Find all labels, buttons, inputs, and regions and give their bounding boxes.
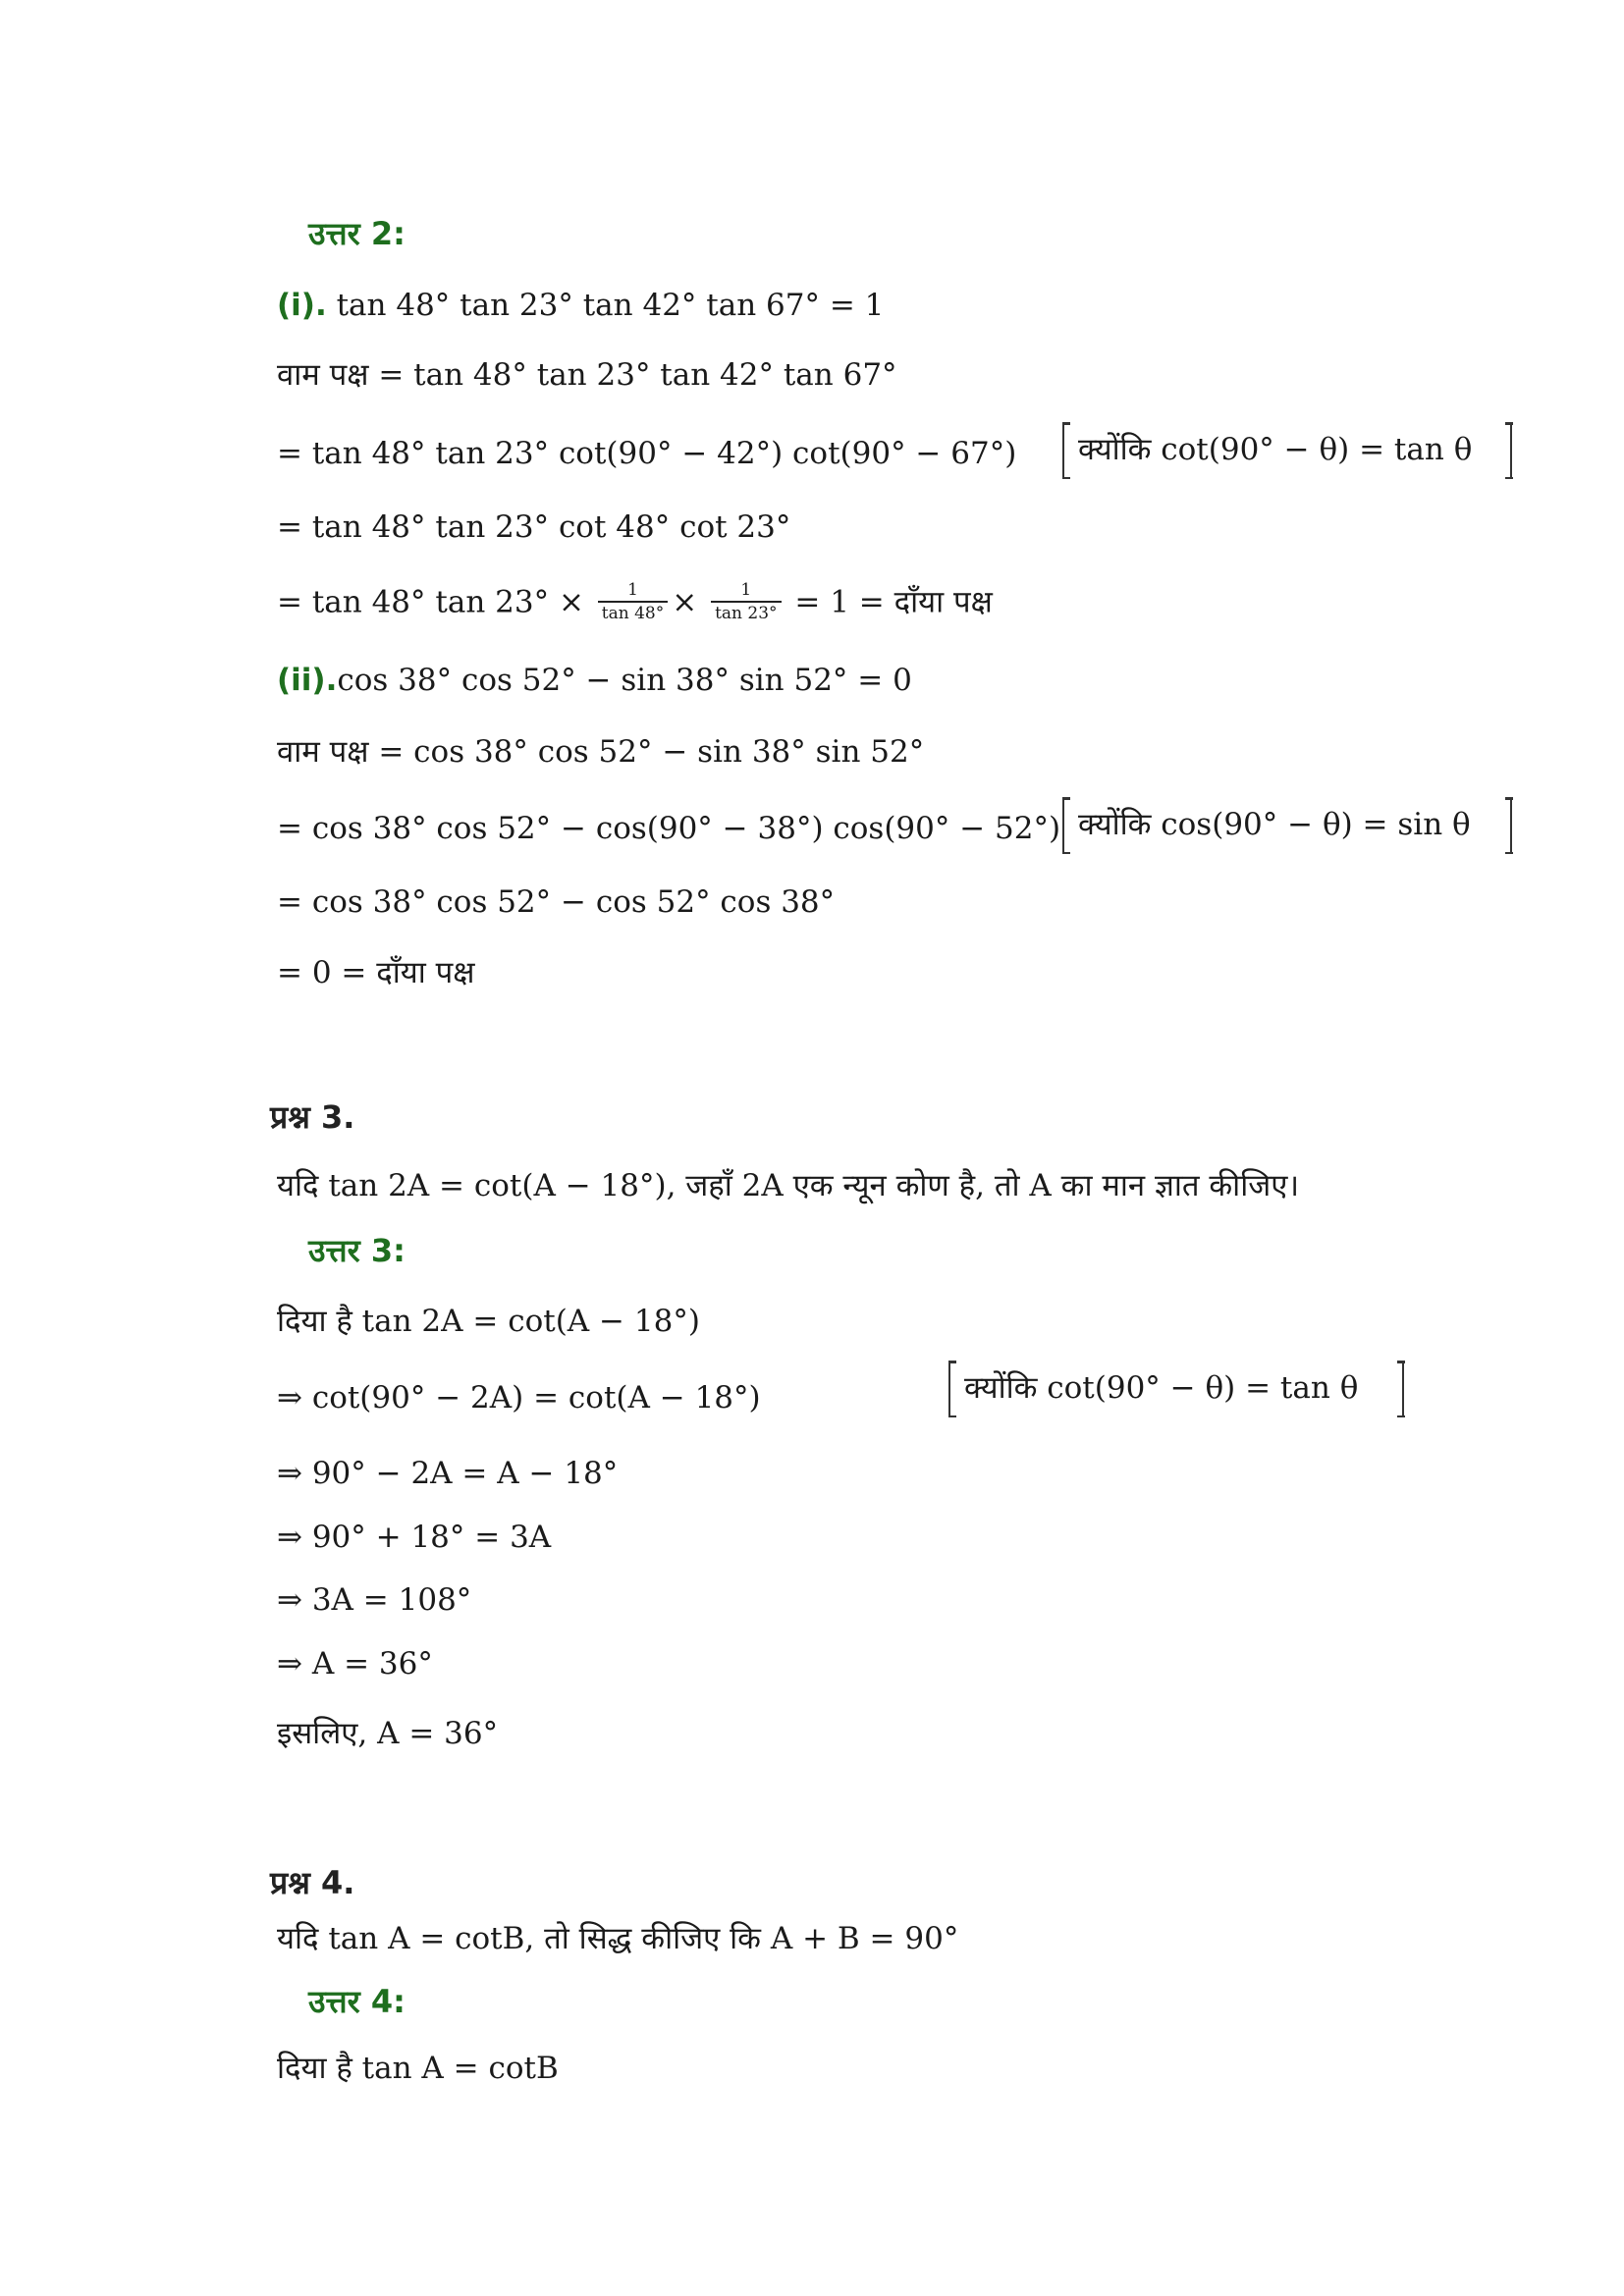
- fraction-suffix: = 1 = दाँया पक्ष: [794, 584, 993, 620]
- reason-bracket: [1062, 797, 1512, 854]
- step-line: ⇒ 90° + 18° = 3A: [277, 1520, 552, 1555]
- step-line: ⇒ cot(90° − 2A) = cot(A − 18°): [277, 1380, 761, 1415]
- question-3-text: यदि tan 2A = cot(A − 18°), जहाँ 2A एक न्यून कोण है, तो A का मान ज्ञात कीजिए।: [277, 1168, 1300, 1203]
- step-line: दिया है tan 2A = cot(A − 18°): [277, 1304, 700, 1339]
- reason-text: क्योंकि cos(90° − θ) = sin θ: [1078, 807, 1471, 842]
- step-line: = tan 48° tan 23° cot 48° cot 23°: [277, 509, 791, 545]
- part-i-statement: [277, 286, 884, 325]
- question-4-heading: प्रश्न 4.: [270, 1864, 355, 1901]
- part-i-equation: tan 48° tan 23° tan 42° tan 67° = 1: [326, 288, 885, 323]
- answer-3-heading: उत्तर 3:: [308, 1232, 406, 1269]
- step-line: = tan 48° tan 23° cot(90° − 42°) cot(90° − 67°): [277, 436, 1017, 471]
- step-line: वाम पक्ष = tan 48° tan 23° tan 42° tan 67°: [277, 357, 897, 393]
- step-line: वाम पक्ष = cos 38° cos 52° − sin 38° sin 52°: [277, 734, 925, 770]
- part-ii-label: (ii).: [277, 663, 338, 698]
- fraction-1: $\frac{1}{\tan 48^\circ}$: [598, 579, 668, 624]
- step-line: = cos 38° cos 52° − cos 52° cos 38°: [277, 884, 836, 920]
- part-ii-equation: cos 38° cos 52° − sin 38° sin 52° = 0: [337, 663, 912, 698]
- fraction-step: [277, 581, 993, 626]
- step-line: = cos 38° cos 52° − cos(90° − 38°) cos(90° − 52°): [277, 811, 1061, 846]
- reason-bracket: [948, 1361, 1404, 1417]
- step-line: ⇒ 90° − 2A = A − 18°: [277, 1456, 619, 1491]
- reason-text: क्योंकि cot(90° − θ) = tan θ: [964, 1370, 1359, 1406]
- answer-4-heading: उत्तर 4:: [308, 1983, 406, 2020]
- step-line: = 0 = दाँया पक्ष: [277, 955, 475, 990]
- fraction-2: $\frac{1}{\tan 23^\circ}$: [711, 579, 781, 624]
- answer-2-heading: उत्तर 2:: [308, 215, 406, 252]
- question-3-heading: प्रश्न 3.: [270, 1098, 355, 1136]
- fraction-prefix: = tan 48° tan 23° ×: [277, 584, 584, 620]
- reason-bracket: [1062, 422, 1512, 479]
- question-4-text: यदि tan A = cotB, तो सिद्ध कीजिए कि A + B = 90°: [277, 1921, 959, 1956]
- step-line: दिया है tan A = cotB: [277, 2051, 559, 2086]
- reason-text: क्योंकि cot(90° − θ) = tan θ: [1078, 432, 1473, 467]
- step-line: ⇒ 3A = 108°: [277, 1582, 472, 1618]
- step-line: इसलिए, A = 36°: [277, 1716, 499, 1751]
- part-i-label: (i).: [277, 288, 327, 323]
- part-ii-statement: [277, 661, 912, 700]
- times-sign: ×: [672, 584, 698, 620]
- step-line: ⇒ A = 36°: [277, 1646, 433, 1682]
